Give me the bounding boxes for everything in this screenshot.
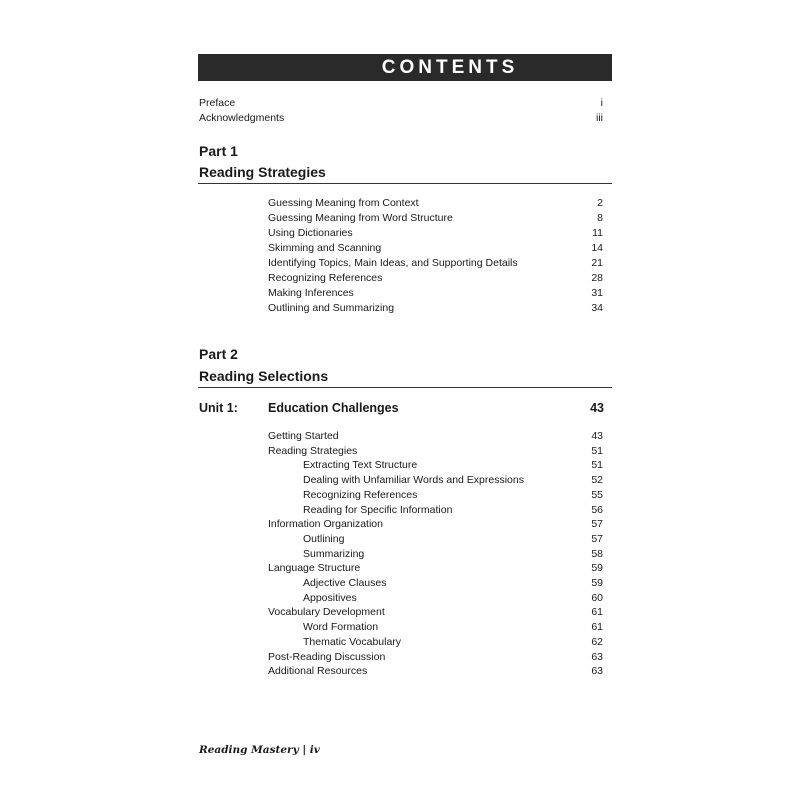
toc-entry-label: Vocabulary Development (268, 606, 385, 619)
part1-title: Reading Strategies (199, 164, 326, 180)
unit1-label: Unit 1: (199, 401, 238, 415)
toc-entry-label: Word Formation (303, 621, 379, 634)
toc-entry-page: 51 (591, 444, 603, 457)
toc-entry-page: 63 (591, 665, 603, 678)
toc-entry-label: Summarizing (303, 547, 365, 560)
toc-entry-page: 8 (597, 212, 603, 224)
toc-entry-label: Reading Strategies (268, 444, 358, 457)
contents-banner (198, 54, 612, 81)
toc-entry-page: i (600, 97, 603, 109)
toc-entry-page: 34 (591, 302, 603, 314)
toc-entry-label: Getting Started (268, 430, 339, 442)
toc-entry-label: Skimming and Scanning (268, 242, 382, 254)
toc-entry-page: iii (596, 112, 603, 124)
toc-entry-label: Recognizing References (268, 272, 383, 284)
toc-entry-page: 43 (591, 430, 603, 442)
toc-entry-label: Adjective Clauses (303, 577, 387, 589)
toc-entry-page: 28 (591, 272, 603, 284)
part2-label: Part 2 (199, 346, 238, 362)
toc-entry-label: Guessing Meaning from Word Structure (268, 212, 453, 224)
unit1-page: 43 (590, 401, 604, 415)
toc-entry-page: 60 (591, 591, 603, 604)
toc-entry-label: Information Organization (268, 518, 383, 531)
toc-entry-page: 11 (592, 227, 603, 239)
toc-entry-page: 59 (591, 562, 603, 575)
toc-entry-page: 61 (591, 621, 603, 634)
page-footer: Reading Mastery | iv (199, 744, 320, 756)
toc-entry-label: Using Dictionaries (268, 227, 353, 239)
toc-entry-label: Dealing with Unfamiliar Words and Expressions (303, 474, 524, 487)
part2-rule (198, 387, 612, 388)
toc-entry-page: 31 (591, 287, 603, 299)
toc-entry-page: 63 (591, 650, 603, 663)
toc-entry-label: Post-Reading Discussion (268, 650, 386, 663)
toc-entry-label: Reading for Specific Information (303, 503, 453, 516)
toc-entry-page: 2 (597, 197, 603, 209)
toc-entry-page: 55 (591, 488, 603, 501)
part1-label: Part 1 (199, 143, 238, 159)
toc-entry-page: 59 (591, 577, 603, 589)
unit1-title: Education Challenges (268, 401, 399, 415)
toc-entry-label: Making Inferences (268, 287, 354, 299)
toc-entry-page: 58 (591, 547, 603, 560)
toc-entry-label: Outlining (303, 532, 345, 545)
toc-entry-page: 61 (591, 606, 603, 619)
toc-entry-label: Acknowledgments (199, 112, 285, 124)
toc-entry-label: Language Structure (268, 562, 361, 575)
toc-entry-page: 62 (591, 635, 603, 648)
toc-entry-page: 57 (591, 532, 603, 545)
toc-entry-label: Additional Resources (268, 665, 368, 678)
toc-entry-page: 57 (591, 518, 603, 531)
toc-entry-page: 51 (591, 459, 603, 472)
toc-entry-page: 14 (591, 242, 603, 254)
toc-entry-label: Guessing Meaning from Context (268, 197, 419, 209)
toc-entry-label: Identifying Topics, Main Ideas, and Supporting Details (268, 257, 518, 269)
toc-entry-label: Extracting Text Structure (303, 459, 418, 472)
part2-title: Reading Selections (199, 368, 329, 384)
toc-entry-label: Recognizing References (303, 488, 418, 501)
toc-entry-label: Thematic Vocabulary (303, 635, 402, 648)
toc-entry-label: Appositives (303, 591, 357, 604)
toc-entry-page: 52 (591, 474, 603, 487)
contents-title: CONTENTS (381, 56, 519, 78)
part1-rule (198, 183, 612, 184)
toc-entry-label: Outlining and Summarizing (268, 302, 395, 314)
toc-entry-label: Preface (199, 97, 236, 109)
toc-entry-page: 56 (591, 503, 603, 516)
toc-entry-page: 21 (591, 257, 603, 269)
